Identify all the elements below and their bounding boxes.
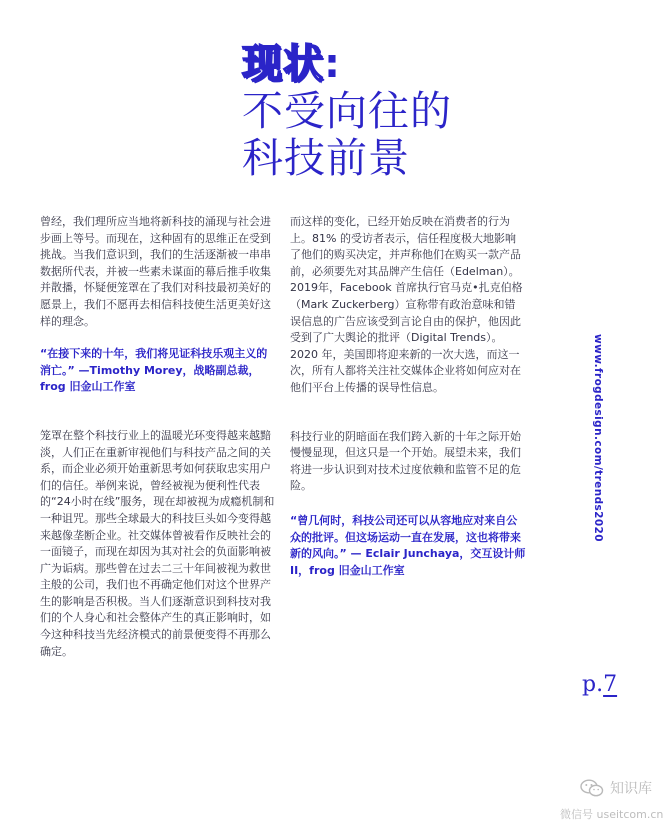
right-column [290, 214, 526, 579]
right-paragraph-1: 而这样的变化，已经开始反映在消费者的行为上。81% 的受访者表示，信任程度极大地影响了他们的购买决定，并声称他们在购买一款产品前，必须要先对其品牌产生信任（Edelman）。2019年，Facebook 首席执行官马克•扎克伯格（Mark Zuckerberg）宣称带有政治意味和错误信息的广告应该受到言论自由的保护，他因此受到了广大舆论的批评（Digital Trends）。2020 年，美国即将迎来新的一次大选，而这一次，所有人都将关注社交媒体企业将如何应对在他们平台上传播的误导性信息。 [290, 215, 523, 394]
title-block [242, 40, 502, 182]
title-line-1: 不受向往的 [242, 87, 452, 135]
wechat-icon [580, 779, 604, 797]
left-paragraph-2: 笼罩在整个科技行业上的温暖光环变得越来越黯淡，人们正在重新审视他们与科技产品之间的关系，而企业必须开始重新思考如何获取忠实用户们的信任。举例来说，曾经被视为便利性代表的“24小时在线”服务，现在却被视为成瘾机制和一种诅咒。那些全球最大的科技巨头如今变得越来越像垄断企业。社交媒体曾被看作反映社会的一面镜子，而现在却因为其对社会的负面影响被广为诟病。那些曾在过去二三十年间被视为救世主般的公司，我们也不再确定他们对这个世界产生的影响是否积极。当人们逐渐意识到科技对我们的个人身心和社会整体产生的真正影响时，如今这种科技当先经济模式的前景便变得不再那么确定。 [40, 428, 275, 658]
right-paragraph-2: 科技行业的阴暗面在我们跨入新的十年之际开始慢慢显现，但这只是一个开始。展望未来，我们将进一步认识到对技术过度依赖和监管不足的危险。 [290, 429, 521, 493]
left-column [40, 214, 276, 660]
title-status-word: 现状 [242, 41, 324, 87]
title-colon: : [324, 41, 341, 87]
page-number [582, 672, 617, 697]
watermark-sub: 微信号 useitcom.cn [560, 808, 664, 821]
side-url: www.frogdesign.com/trends2020 [592, 334, 604, 542]
page-number-prefix: p. [582, 672, 604, 697]
watermark [580, 778, 652, 798]
pull-quote-morey: “在接下来的十年，我们将见证科技乐观主义的消亡。” —Timothy Morey，战略副总裁，frog 旧金山工作室 [40, 347, 268, 394]
title-line-2: 科技前景 [242, 134, 410, 182]
title-status-line [242, 40, 502, 88]
watermark-name: 知识库 [610, 781, 652, 797]
page-number-value: 7 [603, 672, 618, 697]
left-paragraph-1: 曾经，我们理所应当地将新科技的涌现与社会进步画上等号。而现在，这种固有的思维正在受到挑战。当我们意识到，我们的生活逐渐被一串串数据所代表，并被一些素未谋面的幕后推手收集并散播，怀疑便笼罩在了我们对科技最初美好的愿景上，我们不愿再去相信科技使生活更美好这样的理念。 [40, 215, 271, 328]
pull-quote-junchaya: “曾几何时，科技公司还可以从容地应对来自公众的批评。但这场运动一直在发展，这也将带来新的风向。” — Eclair Junchaya，交互设计师 II，frog 旧金山工作室 [290, 513, 526, 577]
